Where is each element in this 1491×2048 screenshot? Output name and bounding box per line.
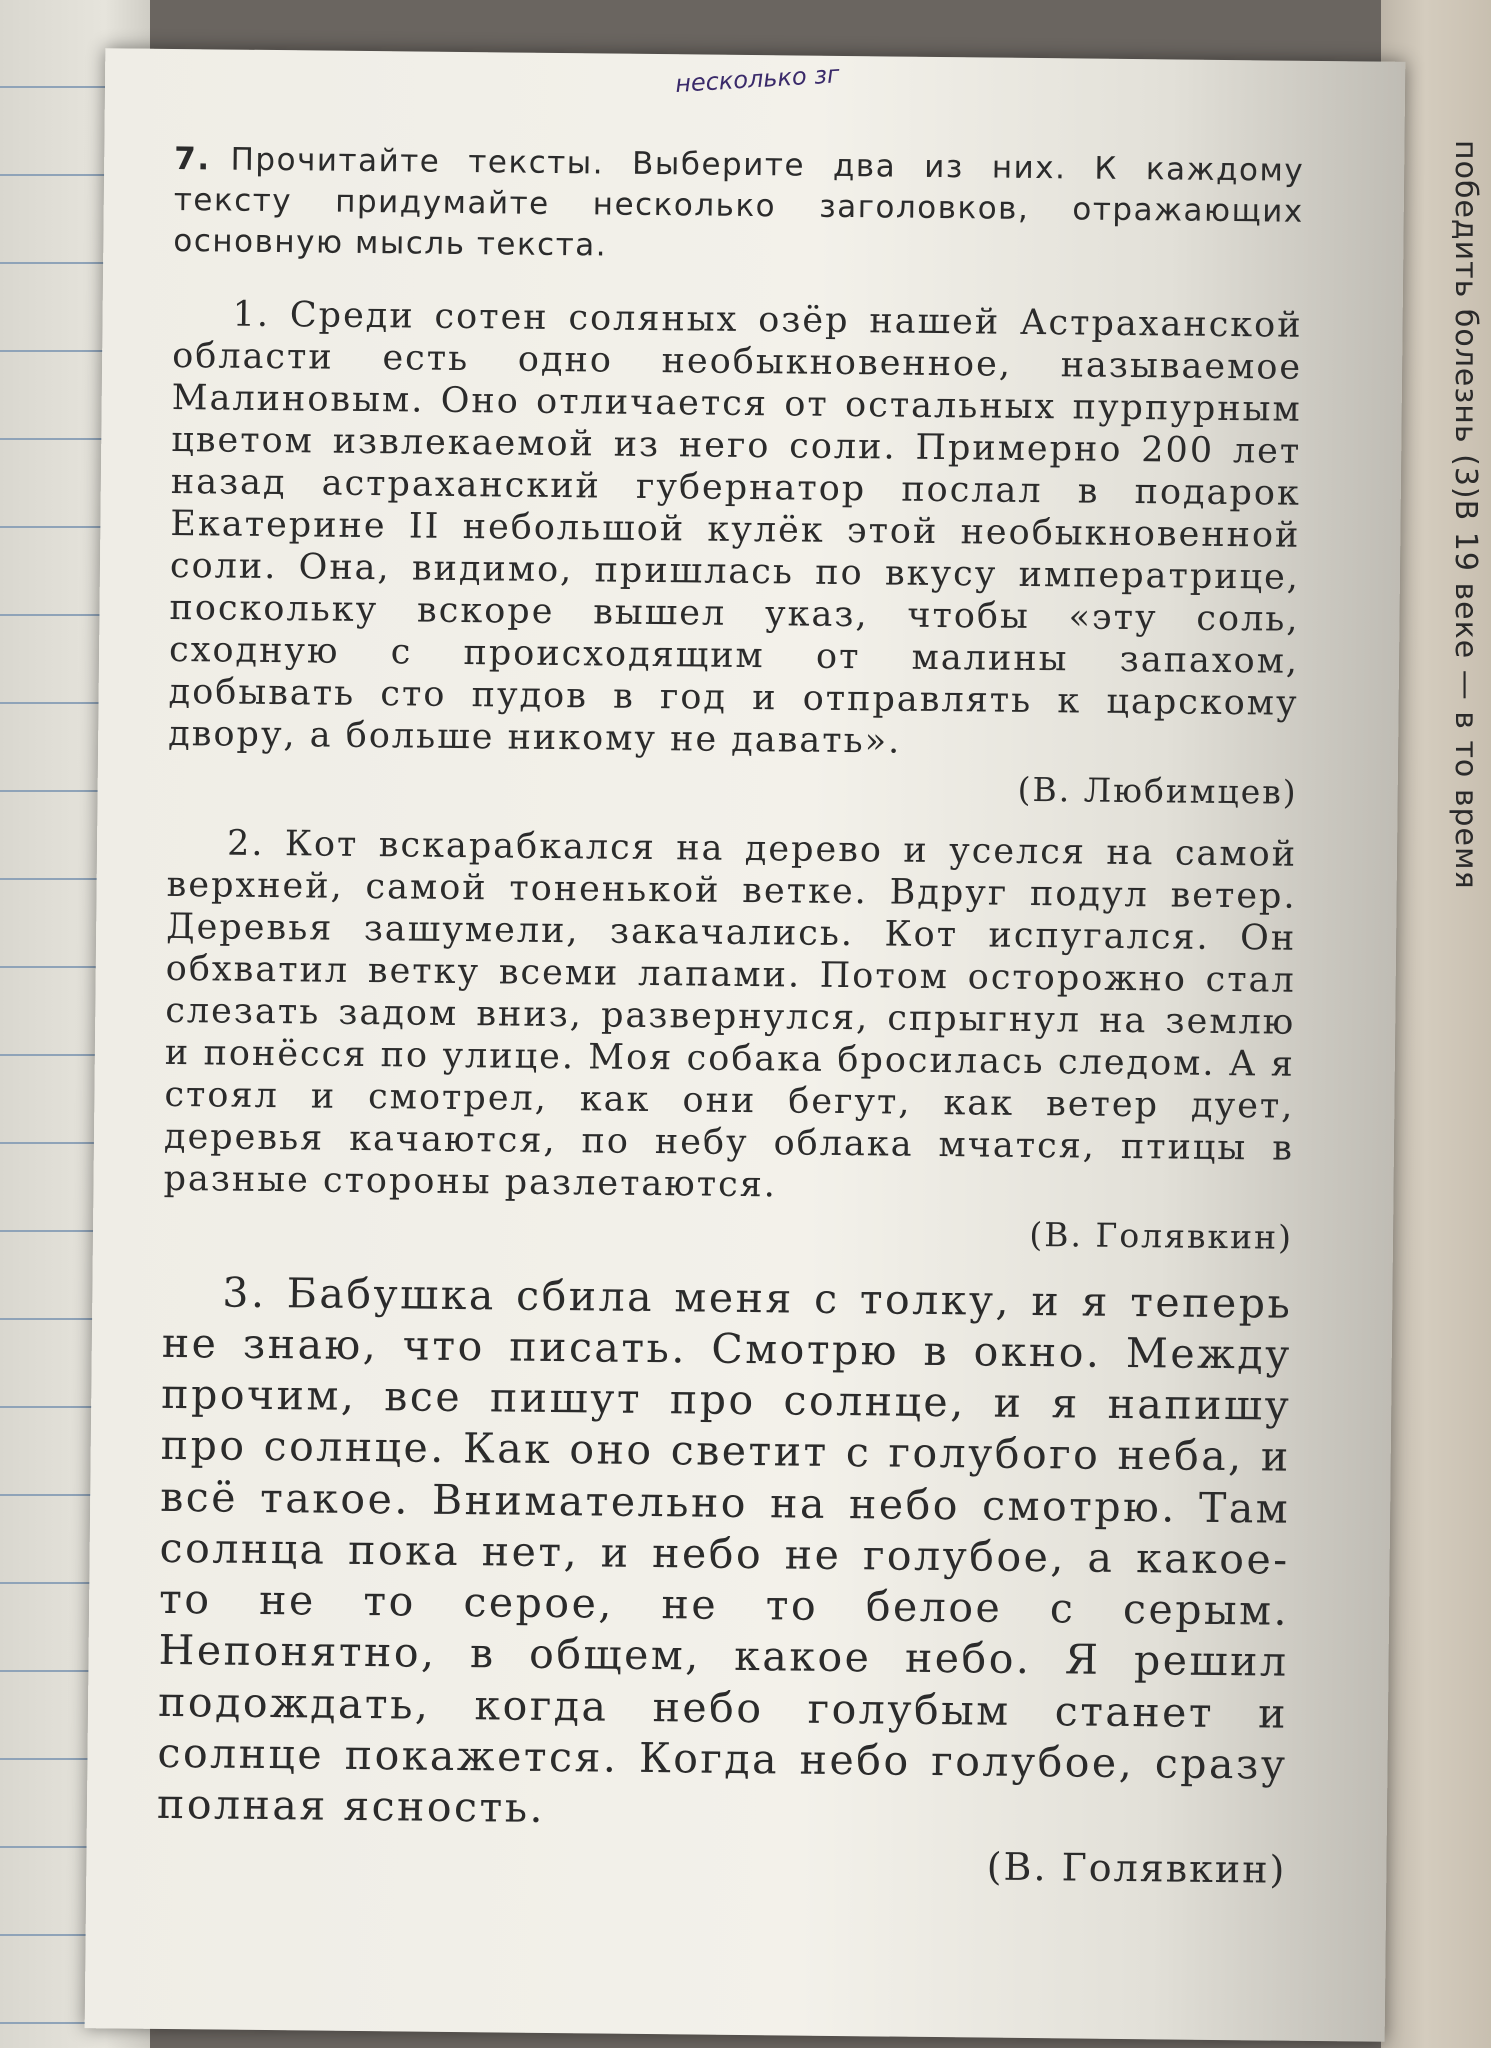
- task-number: 7.: [174, 140, 211, 178]
- text-2-author: (В. Голявкин): [1029, 1214, 1294, 1257]
- text-1-author: (В. Любимцев): [1017, 769, 1298, 812]
- handwritten-note: несколько зг: [674, 60, 841, 98]
- text-3-author: (В. Голявкин): [986, 1845, 1287, 1893]
- text-2: [163, 822, 1297, 1257]
- text-3: [156, 1267, 1292, 1893]
- text-1: [168, 293, 1303, 812]
- side-page-text: победить болезнь (3)В 19 веке — в то время: [1448, 140, 1483, 890]
- task-text: Прочитайте тексты. Выберите два из них. К каждому тексту придумайте несколько заголовков, отражающих основную мысль текста.: [173, 141, 1305, 264]
- text-3-body: 3. Бабушка сбила меня с толку, и я теперь не знаю, что писать. Смотрю в окно. Между прочим, все пишут про солнце, и я напишу про солнце. Как оно светит с голубого неба, и всё такое. Внимательно на небо смотрю. Там солнца пока нет, и небо не голубое, а какое-то не то серое, не то белое с серым. Непонятно, в общем, какое небо. Я решил подождать, когда небо голубым станет и солнце покажется. Когда небо голубое, сразу полная ясность.: [156, 1268, 1293, 1833]
- task-instruction: [173, 139, 1304, 274]
- page-content: [156, 89, 1305, 1914]
- book-page: [85, 48, 1406, 2042]
- text-1-body: 1. Среди сотен соляных озёр нашей Астраханской области есть одно необыкновенное, называемое Малиновым. Оно отличается от остальных пурпурным цветом извлекаемой из него соли. Примерно 200 лет назад астраханский губернатор послал в подарок Екатерине II небольшой кулёк этой необыкновенной соли. Она, видимо, пришлась по вкусу императрице, поскольку вскоре вышел указ, чтобы «эту соль, сходную с происходящим от малины запахом, добывать сто пудов в год и отправлять к царскому двору, а больше никому не давать».: [168, 294, 1303, 762]
- text-2-body: 2. Кот вскарабкался на дерево и уселся на самой верхней, самой тоненькой ветке. Вдруг подул ветер. Деревья зашумели, закачались. Кот испугался. Он обхватил ветку всеми лапами. Потом осторожно стал слезать задом вниз, развернулся, спрыгнул на землю и понёсся по улице. Моя собака бросилась следом. А я стоял и смотрел, как они бегут, как ветер дует, деревья качаются, по небу облака мчатся, птицы в разные стороны разлетаются.: [163, 823, 1298, 1206]
